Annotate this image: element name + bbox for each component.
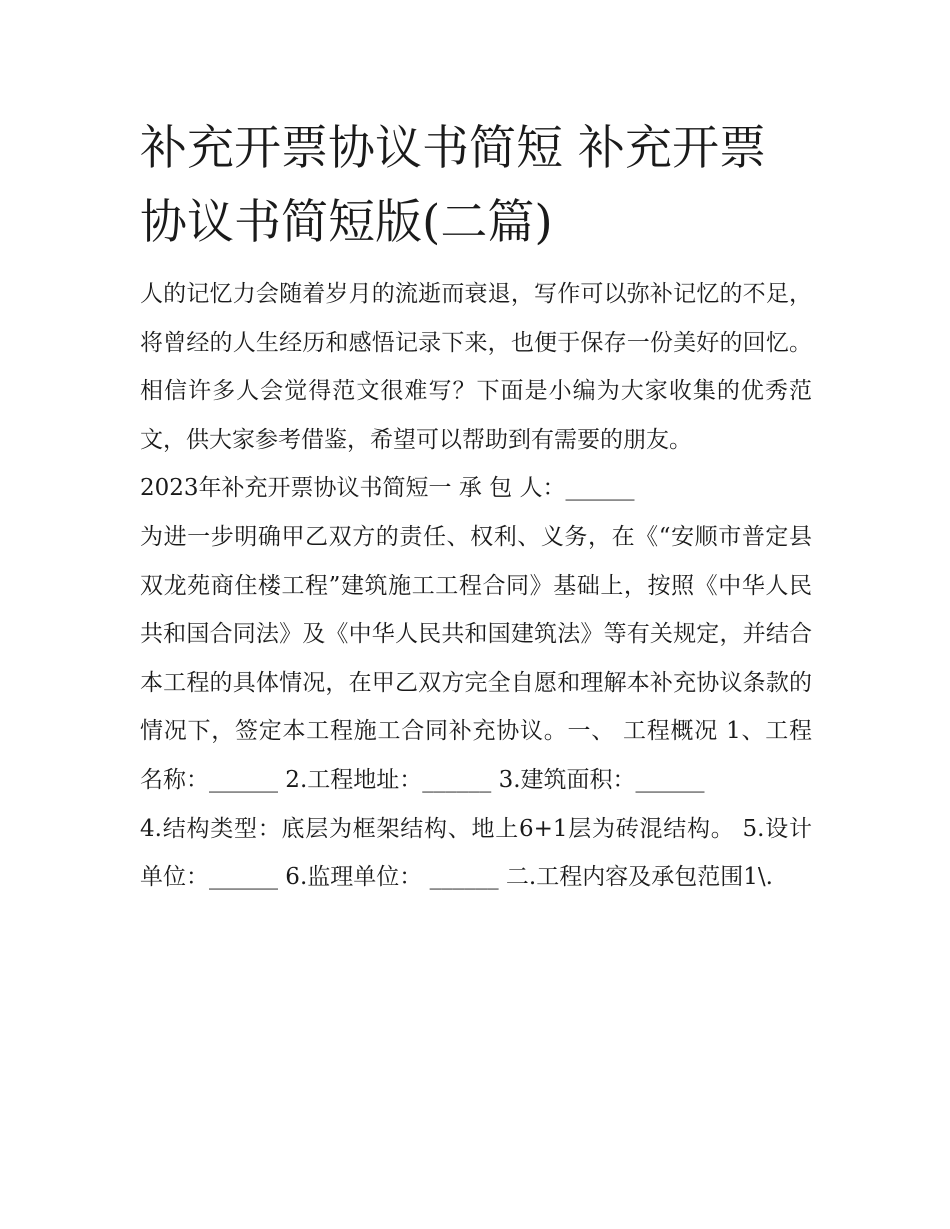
intro-paragraph: 人的记忆力会随着岁月的流逝而衰退，写作可以弥补记忆的不足，将曾经的人生经历和感悟记录下来，也便于保存一份美好的回忆。相信许多人会觉得范文很难写？下面是小编为大家收集的优秀范文，供大家参考借鉴，希望可以帮助到有需要的朋友。 [140, 281, 812, 453]
agreement-body-paragraph: 为进一步明确甲乙双方的责任、权利、义务，在《“安顺市普定县双龙苑商住楼工程”建筑施工工程合同》基础上，按照《中华人民共和国合同法》及《中华人民共和国建筑法》等有关规定，并结合本工程的具体情况，在甲乙双方完全自愿和理解本补充协议条款的情况下，签定本工程施工合同补充协议。一、 工程概况 1、工程名称：______ 2.工程地址：______ 3.建筑面积：______ [140, 523, 812, 793]
contractor-line: 2023年补充开票协议书简短一 承 包 人：______ [140, 475, 635, 502]
structure-paragraph: 4.结构类型：底层为框架结构、地上6+1层为砖混结构。 5.设计单位：______ 6.监理单位： ______ 二.工程内容及承包范围1\. [140, 815, 812, 891]
document-page [140, 112, 812, 902]
document-title: 补充开票协议书简短 补充开票协议书简短版(二篇) [140, 121, 766, 250]
